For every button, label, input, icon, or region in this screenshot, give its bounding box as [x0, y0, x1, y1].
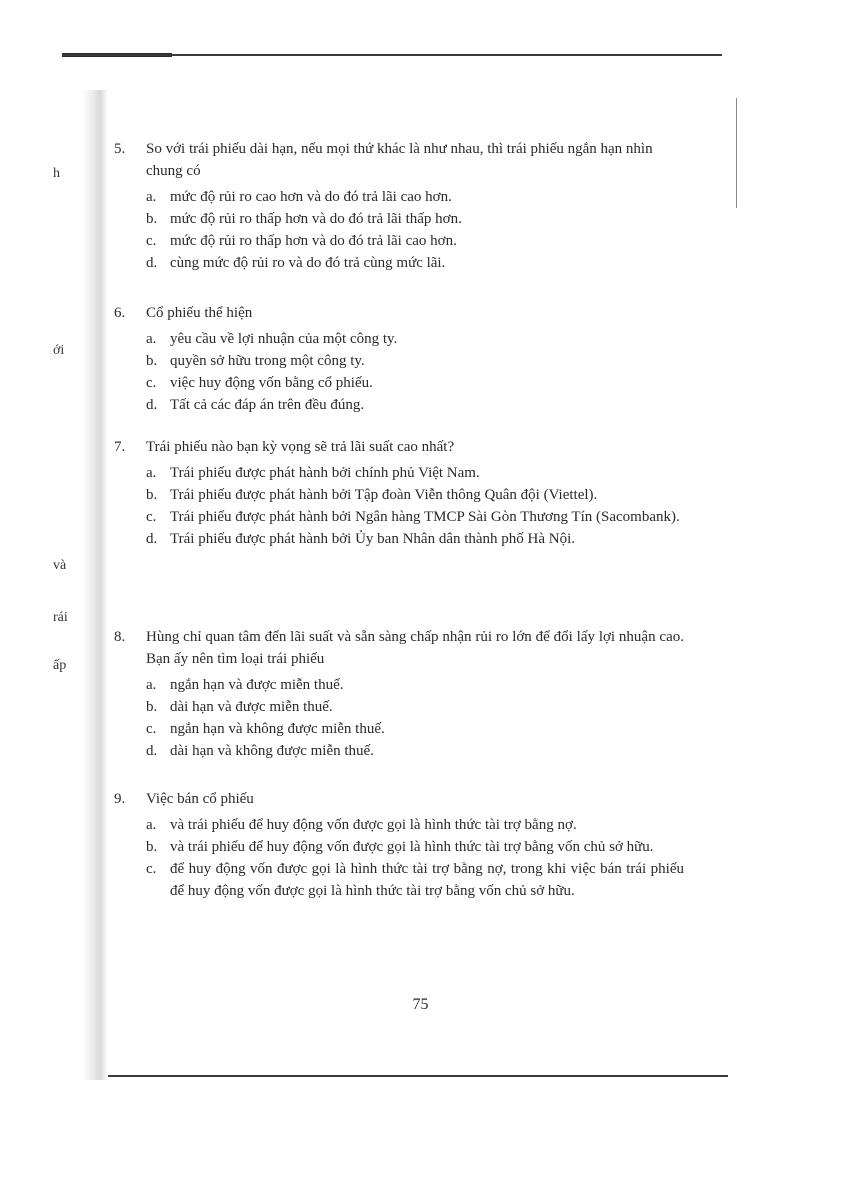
- question-8: [114, 626, 684, 762]
- option-text: dài hạn và không được miễn thuế.: [170, 743, 374, 759]
- answer-option: [146, 394, 684, 416]
- option-text: mức độ rủi ro cao hơn và do đó trả lãi cao hơn.: [170, 189, 452, 205]
- option-label: a.: [146, 189, 157, 205]
- question-number: 7.: [114, 439, 126, 455]
- answer-option: [146, 814, 684, 836]
- answer-option: [146, 350, 684, 372]
- option-label: c.: [146, 861, 157, 877]
- answer-option: [146, 858, 684, 902]
- question-stem: Trái phiếu nào bạn kỳ vọng sẽ trả lãi suất cao nhất?: [146, 439, 455, 455]
- option-label: c.: [146, 721, 157, 737]
- question-stem: Cổ phiếu thể hiện: [146, 305, 253, 321]
- answer-option: [146, 186, 684, 208]
- option-label: a.: [146, 817, 157, 833]
- question-6: [114, 302, 684, 416]
- question-7: [114, 436, 684, 550]
- answer-option: [146, 740, 684, 762]
- answer-option: [146, 836, 684, 858]
- bottom-rule: [108, 1075, 728, 1077]
- option-text: việc huy động vốn bằng cổ phiếu.: [170, 375, 373, 391]
- option-label: d.: [146, 531, 158, 547]
- option-text: Trái phiếu được phát hành bởi Ngân hàng TMCP Sài Gòn Thương Tín (Sacombank).: [170, 509, 680, 525]
- option-text: ngắn hạn và được miễn thuế.: [170, 677, 344, 693]
- option-label: b.: [146, 699, 158, 715]
- option-text: mức độ rủi ro thấp hơn và do đó trả lãi cao hơn.: [170, 233, 457, 249]
- option-label: c.: [146, 233, 157, 249]
- question-5: [114, 138, 684, 274]
- margin-fragment: và: [53, 558, 67, 573]
- option-label: b.: [146, 839, 158, 855]
- option-text: và trái phiếu để huy động vốn được gọi là hình thức tài trợ bằng vốn chủ sở hữu.: [170, 839, 654, 855]
- question-number: 9.: [114, 791, 126, 807]
- option-text: yêu cầu về lợi nhuận của một công ty.: [170, 331, 398, 347]
- page-number: 75: [412, 996, 429, 1013]
- option-text: ngắn hạn và không được miễn thuế.: [170, 721, 385, 737]
- answer-option: [146, 674, 684, 696]
- answer-option: [146, 328, 684, 350]
- answer-option: [146, 528, 684, 550]
- binding-gutter-shadow: [82, 90, 108, 1080]
- option-label: c.: [146, 375, 157, 391]
- margin-fragment: h: [53, 166, 60, 181]
- question-number: 8.: [114, 629, 126, 645]
- option-text: Trái phiếu được phát hành bởi chính phủ Việt Nam.: [170, 465, 480, 481]
- option-label: d.: [146, 397, 158, 413]
- option-label: c.: [146, 509, 157, 525]
- top-rule: [62, 54, 722, 56]
- option-text: Trái phiếu được phát hành bởi Tập đoàn Viễn thông Quân đội (Viettel).: [170, 487, 598, 503]
- option-text: Trái phiếu được phát hành bởi Ủy ban Nhân dân thành phố Hà Nội.: [170, 531, 576, 547]
- option-label: b.: [146, 211, 158, 227]
- option-label: a.: [146, 465, 157, 481]
- question-stem: So với trái phiếu dài hạn, nếu mọi thứ khác là như nhau, thì trái phiếu ngắn hạn nhìn chung có: [146, 141, 653, 179]
- question-number: 5.: [114, 141, 126, 157]
- option-label: a.: [146, 331, 157, 347]
- option-text: mức độ rủi ro thấp hơn và do đó trả lãi thấp hơn.: [170, 211, 462, 227]
- question-stem: Việc bán cổ phiếu: [146, 791, 254, 807]
- answer-option: [146, 372, 684, 394]
- option-label: b.: [146, 487, 158, 503]
- option-text: cùng mức độ rủi ro và do đó trả cùng mức lãi.: [170, 255, 446, 271]
- answer-option: [146, 208, 684, 230]
- answer-option: [146, 252, 684, 274]
- margin-fragment: rái: [53, 610, 68, 625]
- margin-fragment: ới: [53, 343, 65, 358]
- option-label: d.: [146, 743, 158, 759]
- option-label: d.: [146, 255, 158, 271]
- answer-option: [146, 484, 684, 506]
- margin-fragment: ấp: [53, 658, 67, 673]
- question-9: [114, 788, 684, 902]
- option-label: a.: [146, 677, 157, 693]
- answer-option: [146, 718, 684, 740]
- option-label: b.: [146, 353, 158, 369]
- option-text: để huy động vốn được gọi là hình thức tài trợ bằng nợ, trong khi việc bán trái phiếu để huy động vốn được gọi là hình thức tài trợ bằng vốn chủ sở hữu.: [170, 861, 684, 899]
- answer-option: [146, 462, 684, 484]
- answer-option: [146, 506, 684, 528]
- scan-edge-mark: [736, 98, 737, 208]
- answer-option: [146, 230, 684, 252]
- answer-option: [146, 696, 684, 718]
- option-text: và trái phiếu để huy động vốn được gọi là hình thức tài trợ bằng nợ.: [170, 817, 577, 833]
- option-text: Tất cả các đáp án trên đều đúng.: [170, 397, 365, 413]
- option-text: dài hạn và được miễn thuế.: [170, 699, 333, 715]
- question-stem: Hùng chỉ quan tâm đến lãi suất và sẵn sàng chấp nhận rủi ro lớn để đổi lấy lợi nhuận cao. Bạn ấy nên tìm loại trái phiếu: [146, 629, 684, 667]
- option-text: quyền sở hữu trong một công ty.: [170, 353, 365, 369]
- question-number: 6.: [114, 305, 126, 321]
